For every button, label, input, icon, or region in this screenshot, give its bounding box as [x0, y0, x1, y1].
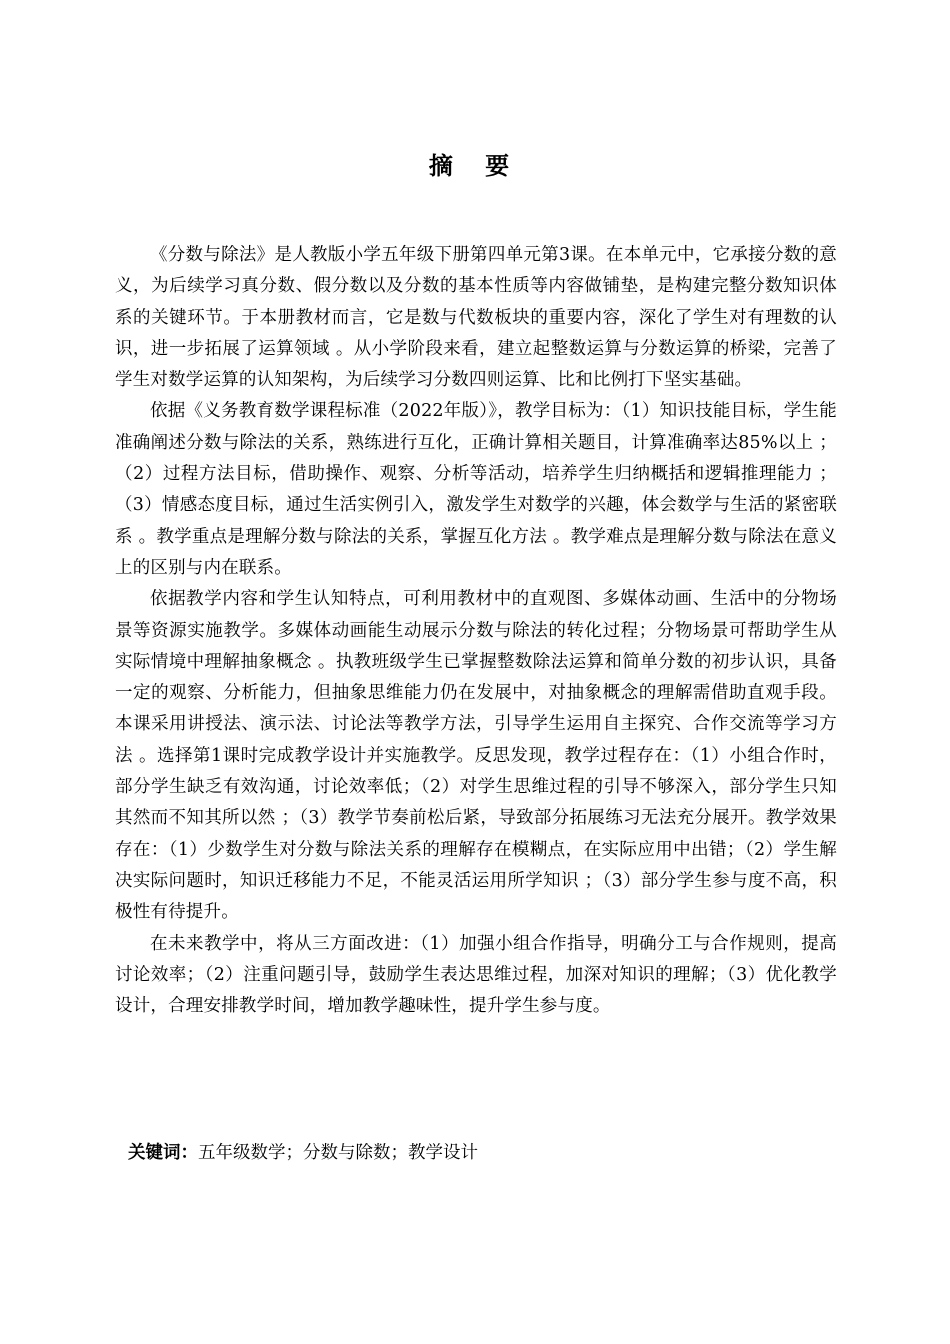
keywords-value: 五年级数学；分数与除数；教学设计 — [198, 1143, 478, 1163]
keywords-label: 关键词： — [128, 1143, 198, 1163]
keywords-line — [128, 1139, 478, 1167]
paragraph-methods-reflection: 依据教学内容和学生认知特点，可利用教材中的直观图、多媒体动画、生活中的分物场景等资源实施教学。多媒体动画能生动展示分数与除法的转化过程；分物场景可帮助学生从实际情境中理解抽象概念 。执教班级学生已掌握整数除法运算和简单分数的初步认识，具备一定的观察、分析能力，但抽象思维能力仍在发展中，对抽象概念的理解需借助直观手段。本课采用讲授法、演示法、讨论法等教学方法，引导学生运用自主探究、合作交流等学习方法 。选择第1课时完成教学设计并实施教学。反思发现，教学过程存在：（1）小组合作时，部分学生缺乏有效沟通，讨论效率低；（2）对学生思维过程的引导不够深入，部分学生只知其然而不知其所以然 ；（3）教学节奏前松后紧，导致部分拓展练习无法充分展开。教学效果存在：（1）少数学生对分数与除法关系的理解存在模糊点，在实际应用中出错；（2）学生解决实际问题时，知识迁移能力不足，不能灵活运用所学知识 ；（3）部分学生参与度不高，积极性有待提升。 — [115, 589, 837, 923]
paragraph-improvements: 在未来教学中，将从三方面改进：（1）加强小组合作指导，明确分工与合作规则，提高讨论效率；（2）注重问题引导，鼓励学生表达思维过程，加深对知识的理解；（3）优化教学设计，合理安排教学时间，增加教学趣味性，提升学生参与度。 — [115, 933, 837, 1017]
paragraph-teaching-objectives: 依据《义务教育数学课程标准（2022年版）》，教学目标为：（1）知识技能目标，学生能准确阐述分数与除法的关系，熟练进行互化，正确计算相关题目，计算准确率达85%以上 ；（2）过程方法目标，借助操作、观察、分析等活动，培养学生归纳概括和逻辑推理能力 ；（3）情感态度目标，通过生活实例引入，激发学生对数学的兴趣，体会数学与生活的紧密联系 。教学重点是理解分数与除法的关系，掌握互化方法 。教学难点是理解分数与除法在意义上的区别与内在联系。 — [115, 401, 837, 578]
abstract-title: 摘 要 — [428, 152, 522, 180]
paragraph-lesson-overview: 《分数与除法》是人教版小学五年级下册第四单元第3课。在本单元中，它承接分数的意义，为后续学习真分数、假分数以及分数的基本性质等内容做铺垫，是构建完整分数知识体系的关键环节。于本册教材而言，它是数与代数板块的重要内容，深化了学生对有理数的认识，进一步拓展了运算领域 。从小学阶段来看，建立起整数运算与分数运算的桥梁，完善了学生对数学运算的认知架构，为后续学习分数四则运算、比和比例打下坚实基础。 — [115, 245, 837, 391]
abstract-body — [115, 240, 837, 1022]
